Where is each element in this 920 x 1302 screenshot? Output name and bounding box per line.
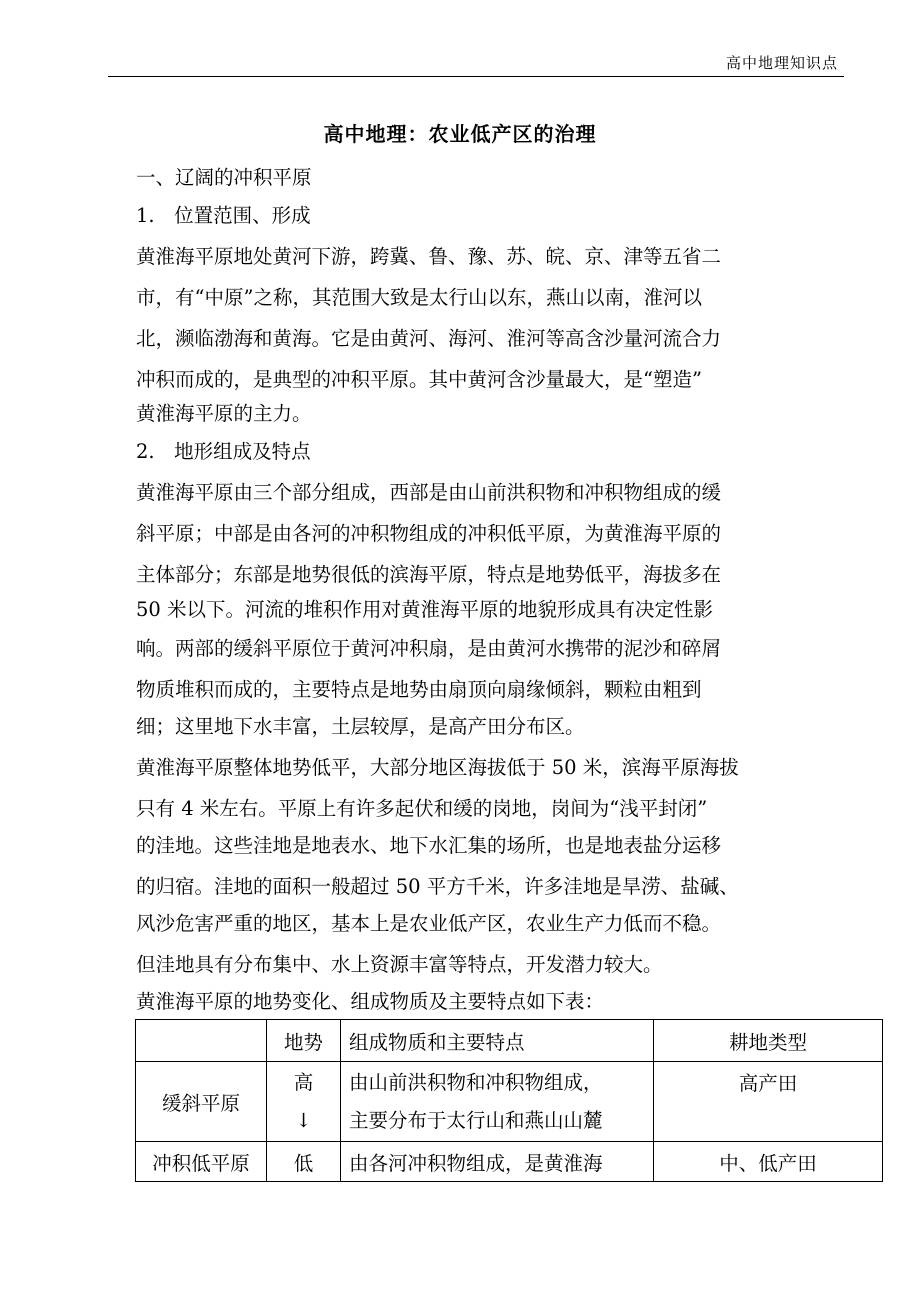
header-cell-empty [136,1020,267,1062]
paragraph-line: 主体部分；东部是地势很低的滨海平原，特点是地势低平，海拔多在 [136,563,722,586]
terrain-high-label: 高 [293,1070,314,1094]
header-cell-terrain: 地势 [267,1020,341,1062]
header-cell-land-type: 耕地类型 [654,1020,883,1062]
paragraph-line: 市，有“中原”之称，其范围大致是太行山以东，燕山以南，淮河以 [136,286,702,309]
table-header-row [136,1020,883,1062]
down-arrow-icon: ↓ [295,1108,312,1132]
terrain-cell [267,1062,341,1142]
section-heading: 一、辽阔的冲积平原 [136,166,312,189]
header-cell-features: 组成物质和主要特点 [341,1020,654,1062]
features-line: 由山前洪积物和冲积物组成， [349,1070,603,1094]
paragraph-line: 黄淮海平原由三个部分组成，西部是由山前洪积物和冲积物组成的缓 [136,481,722,504]
paragraph-line: 黄淮海平原整体地势低平，大部分地区海拔低于 50 米，滨海平原海拔 [136,756,739,779]
subsection-heading: 1. 位置范围、形成 [136,204,311,227]
paragraph-line: 风沙危害严重的地区，基本上是农业低产区，农业生产力低而不稳。 [136,912,722,935]
paragraph-line: 的归宿。洼地的面积一般超过 50 平方千米，许多洼地是旱涝、盐碱、 [136,875,739,898]
land-type-cell: 中、低产田 [654,1142,883,1182]
land-type-cell: 高产田 [654,1062,883,1142]
paragraph-line: 只有 4 米左右。平原上有许多起伏和缓的岗地，岗间为“浅平封闭” [136,797,708,820]
paragraph-line: 黄淮海平原的主力。 [136,402,312,425]
page-title: 高中地理：农业低产区的治理 [323,122,597,146]
header-divider [108,76,844,77]
paragraph-line: 斜平原；中部是由各河的冲积物组成的冲积低平原，为黄淮海平原的 [136,522,722,545]
paragraph-line: 北，濒临渤海和黄海。它是由黄河、海河、淮河等高含沙量河流合力 [136,327,722,350]
terrain-cell: 低 [267,1142,341,1182]
table-caption: 黄淮海平原的地势变化、组成物质及主要特点如下表： [136,990,605,1013]
terrain-table [135,1019,883,1182]
paragraph-line: 响。两部的缓斜平原位于黄河冲积扇，是由黄河水携带的泥沙和碎屑 [136,637,722,660]
features-line: 主要分布于太行山和燕山山麓 [349,1108,603,1132]
paragraph-line: 细；这里地下水丰富，土层较厚，是高产田分布区。 [136,715,585,738]
paragraph-line: 50 米以下。河流的堆积作用对黄淮海平原的地貌形成具有决定性影 [136,598,714,621]
region-name-cell: 缓斜平原 [136,1062,267,1142]
paragraph-line: 的洼地。这些洼地是地表水、地下水汇集的场所，也是地表盐分运移 [136,834,722,857]
region-name-cell: 冲积低平原 [136,1142,267,1182]
features-cell [341,1062,654,1142]
features-cell: 由各河冲积物组成，是黄淮海 [341,1142,654,1182]
paragraph-line: 黄淮海平原地处黄河下游，跨冀、鲁、豫、苏、皖、京、津等五省二 [136,245,722,268]
paragraph-line: 但洼地具有分布集中、水上资源丰富等特点，开发潜力较大。 [136,953,663,976]
table-row [136,1062,883,1142]
subsection-heading: 2. 地形组成及特点 [136,440,311,463]
paragraph-line: 物质堆积而成的，主要特点是地势由扇顶向扇缘倾斜，颗粒由粗到 [136,678,702,701]
paragraph-line: 冲积而成的，是典型的冲积平原。其中黄河含沙量最大，是“塑造” [136,368,702,391]
page-header: 高中地理知识点 [725,54,838,72]
table-row [136,1142,883,1182]
